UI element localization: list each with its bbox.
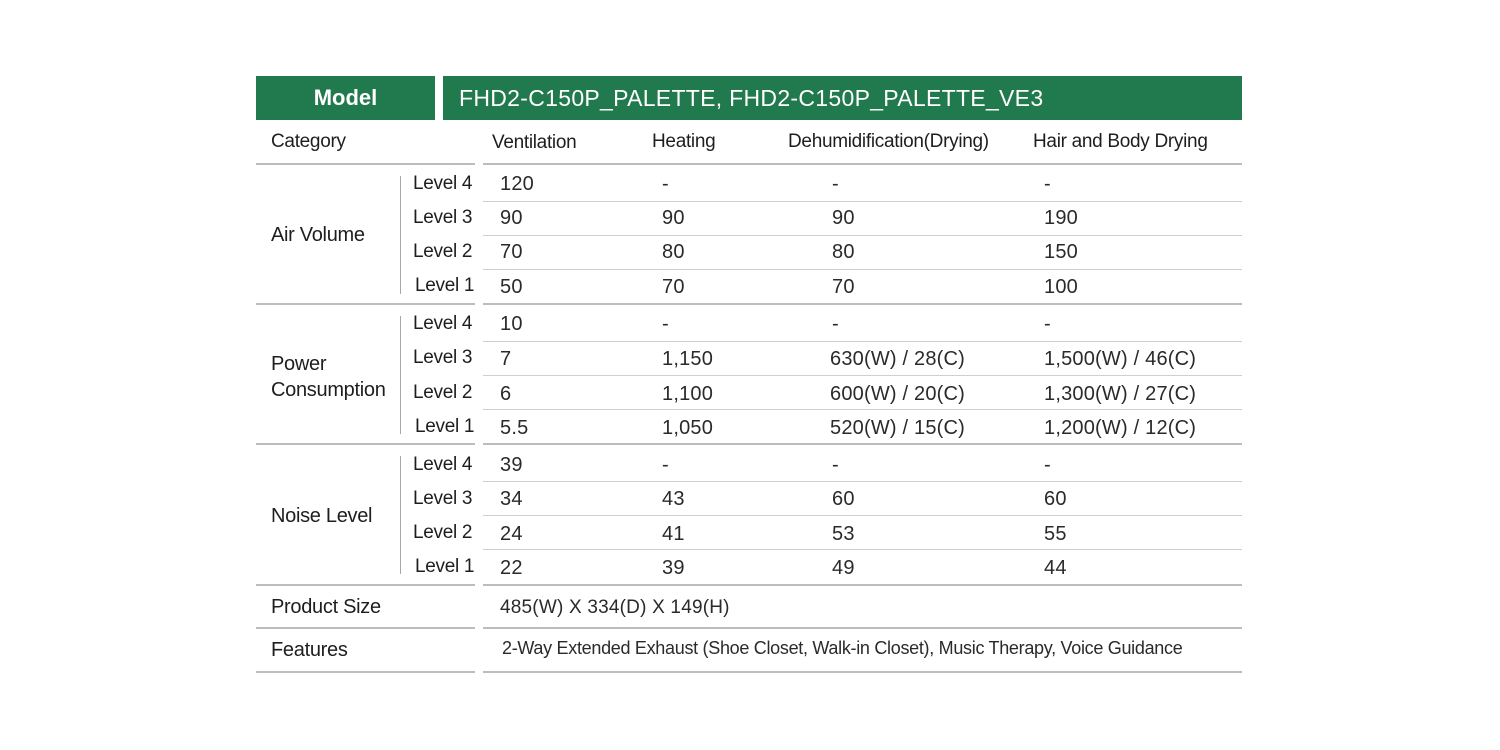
divider	[483, 163, 1242, 165]
divider	[256, 627, 475, 629]
level-label: Level 4	[413, 173, 473, 194]
level-label: Level 2	[413, 241, 473, 262]
cell-hair-body: 55	[1044, 523, 1067, 545]
cell-hair-body: 1,500(W) / 46(C)	[1044, 348, 1197, 370]
row-divider	[483, 515, 1242, 516]
bottom-divider	[483, 671, 1242, 673]
cell-dehumidification: 90	[832, 207, 855, 229]
row-divider	[483, 269, 1242, 270]
row-divider	[483, 409, 1242, 410]
model-header-value: FHD2-C150P_PALETTE, FHD2-C150P_PALETTE_VE3	[443, 76, 1242, 120]
hair-body-drying-header: Hair and Body Drying	[1033, 131, 1208, 152]
level-label: Level 3	[413, 488, 473, 509]
cell-heating: -	[662, 173, 669, 195]
cell-dehumidification: -	[832, 313, 839, 335]
features-label: Features	[271, 639, 348, 661]
level-label: Level 1	[415, 416, 475, 437]
cell-ventilation: 70	[500, 241, 523, 263]
group-divider	[256, 584, 475, 586]
level-label: Level 2	[413, 522, 473, 543]
cell-hair-body: 100	[1044, 276, 1078, 298]
cell-ventilation: 7	[500, 348, 512, 370]
group-separator	[400, 316, 401, 434]
heating-header: Heating	[652, 131, 716, 152]
cell-ventilation: 90	[500, 207, 523, 229]
row-divider	[483, 201, 1242, 202]
cell-heating: 39	[662, 557, 685, 579]
ventilation-header: Ventilation	[492, 132, 577, 153]
group-divider	[256, 443, 475, 445]
group-label-noise-level: Noise Level	[271, 505, 373, 527]
cell-hair-body: 60	[1044, 488, 1067, 510]
cell-hair-body: 1,300(W) / 27(C)	[1044, 383, 1197, 405]
cell-heating: 90	[662, 207, 685, 229]
group-label-power-line2: Consumption	[271, 379, 386, 401]
cell-dehumidification: 53	[832, 523, 855, 545]
cell-heating: 70	[662, 276, 685, 298]
cell-dehumidification: 600(W) / 20(C)	[830, 383, 966, 405]
group-label-power-line1: Power	[271, 353, 327, 375]
cell-ventilation: 6	[500, 383, 512, 405]
cell-heating: 43	[662, 488, 685, 510]
cell-ventilation: 39	[500, 454, 523, 476]
row-divider	[483, 375, 1242, 376]
cell-heating: 80	[662, 241, 685, 263]
cell-hair-body: 1,200(W) / 12(C)	[1044, 417, 1197, 439]
row-divider	[483, 549, 1242, 550]
level-label: Level 1	[415, 556, 475, 577]
cell-ventilation: 5.5	[500, 417, 529, 439]
level-label: Level 1	[415, 275, 475, 296]
cell-hair-body: 44	[1044, 557, 1067, 579]
cell-heating: -	[662, 313, 669, 335]
level-label: Level 2	[413, 382, 473, 403]
group-label-air-volume: Air Volume	[271, 224, 365, 246]
cell-hair-body: 190	[1044, 207, 1078, 229]
cell-hair-body: -	[1044, 454, 1051, 476]
cell-dehumidification: -	[832, 454, 839, 476]
cell-hair-body: 150	[1044, 241, 1078, 263]
product-size-label: Product Size	[271, 596, 381, 618]
cell-ventilation: 10	[500, 313, 523, 335]
group-separator	[400, 456, 401, 574]
cell-heating: -	[662, 454, 669, 476]
cell-hair-body: -	[1044, 173, 1051, 195]
cell-ventilation: 120	[500, 173, 534, 195]
group-separator	[400, 176, 401, 294]
features-value: 2-Way Extended Exhaust (Shoe Closet, Walk-in Closet), Music Therapy, Voice Guidance	[502, 638, 1183, 658]
product-size-value: 485(W) X 334(D) X 149(H)	[500, 597, 730, 618]
dehumidification-header: Dehumidification(Drying)	[788, 131, 989, 152]
cell-hair-body: -	[1044, 313, 1051, 335]
cell-dehumidification: 49	[832, 557, 855, 579]
level-label: Level 4	[413, 454, 473, 475]
cell-ventilation: 50	[500, 276, 523, 298]
group-divider	[483, 303, 1242, 305]
cell-dehumidification: 60	[832, 488, 855, 510]
level-label: Level 3	[413, 347, 473, 368]
cell-heating: 1,100	[662, 383, 714, 405]
cell-heating: 41	[662, 523, 685, 545]
cell-dehumidification: 630(W) / 28(C)	[830, 348, 966, 370]
cell-heating: 1,050	[662, 417, 714, 439]
row-divider	[483, 481, 1242, 482]
category-header: Category	[271, 131, 346, 152]
divider	[256, 163, 475, 165]
cell-ventilation: 24	[500, 523, 523, 545]
cell-heating: 1,150	[662, 348, 714, 370]
cell-dehumidification: -	[832, 173, 839, 195]
cell-ventilation: 22	[500, 557, 523, 579]
row-divider	[483, 341, 1242, 342]
cell-dehumidification: 70	[832, 276, 855, 298]
model-header-label: Model	[256, 76, 435, 120]
bottom-divider	[256, 671, 475, 673]
row-divider	[483, 235, 1242, 236]
level-label: Level 3	[413, 207, 473, 228]
cell-dehumidification: 520(W) / 15(C)	[830, 417, 966, 439]
level-label: Level 4	[413, 313, 473, 334]
cell-dehumidification: 80	[832, 241, 855, 263]
group-divider	[483, 443, 1242, 445]
group-divider	[483, 584, 1242, 586]
divider	[483, 627, 1242, 629]
cell-ventilation: 34	[500, 488, 523, 510]
group-divider	[256, 303, 475, 305]
